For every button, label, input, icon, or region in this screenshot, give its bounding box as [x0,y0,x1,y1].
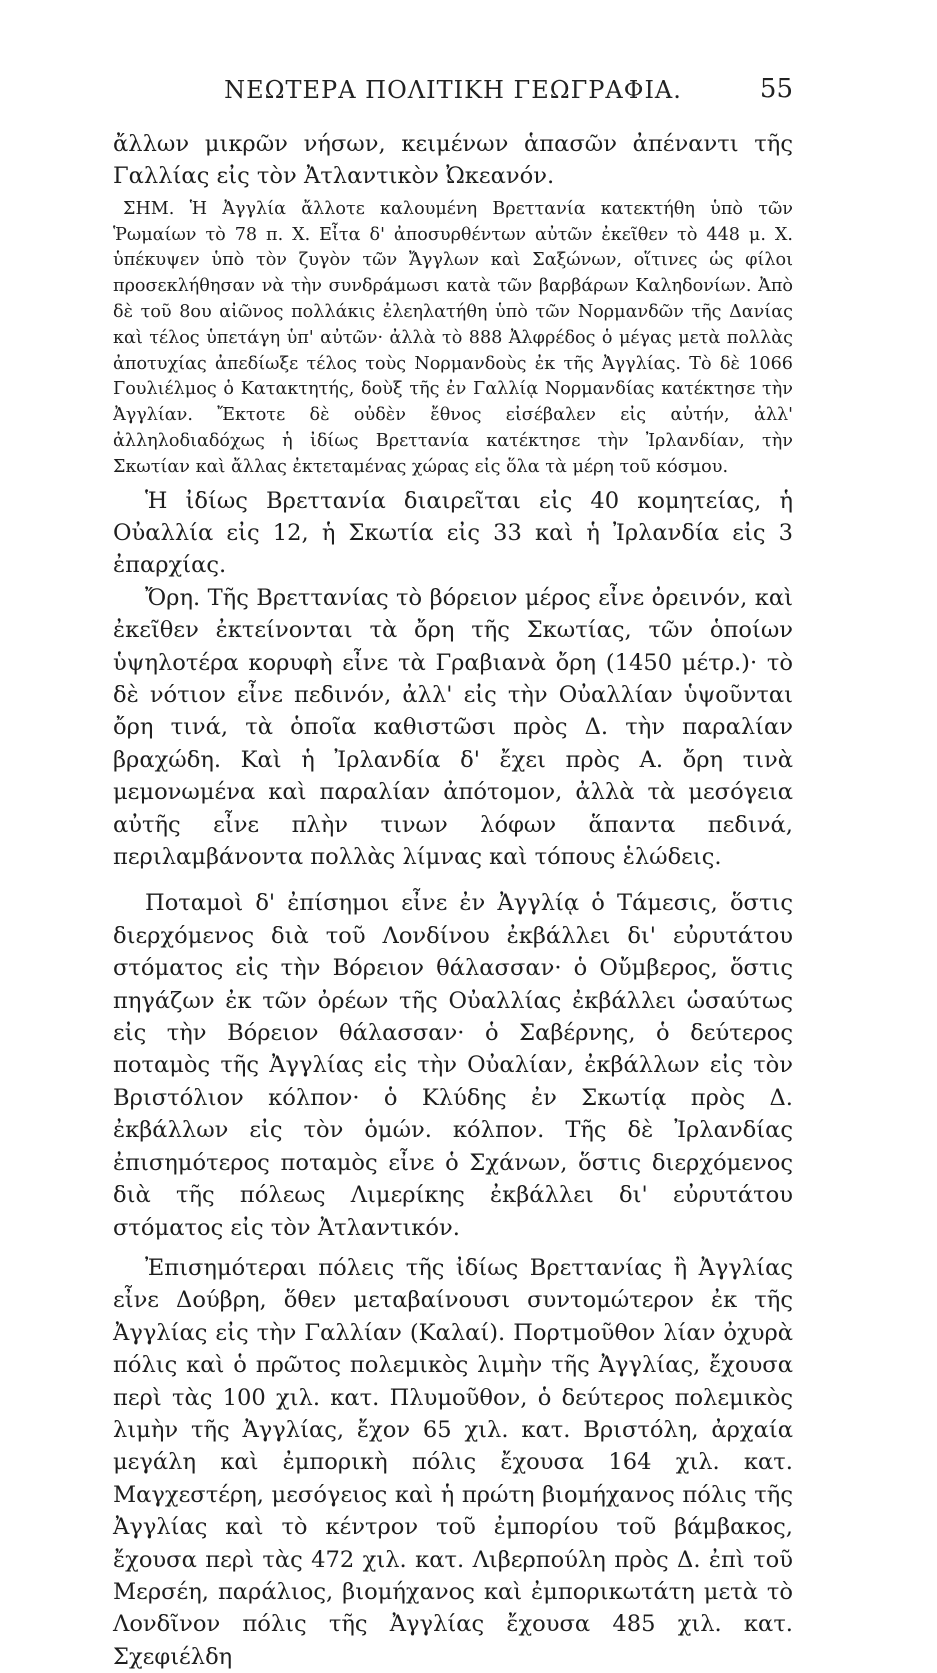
mountains-paragraph: Ὄρη. Τῆς Βρεττανίας τὸ βόρειον μέρος εἶνε ὀρεινόν, καὶ ἐκεῖθεν ἐκτείνονται τὰ ὄρη τῆς Σκωτίας, τῶν ὁποίων ὑψηλοτέρα κορυφὴ εἶνε τὰ Γραβιανὰ ὄρη (1450 μέτρ.)· τὸ δὲ νότιον εἶνε πεδινόν, ἀλλ' εἰς τὴν Οὐαλλίαν ὑψοῦνται ὄρη τινά, τὰ ὁποῖα καθιστῶσι πρὸς Δ. τὴν παραλίαν βραχώδη. Καὶ ἡ Ἰρλανδία δ' ἔχει πρὸς Α. ὄρη τινὰ μεμονωμένα καὶ παραλίαν ἀπότομον, ἀλλὰ τὰ μεσόγεια αὐτῆς εἶνε πλὴν τινων λόφων ἅπαντα πεδινά, περιλαμβάνοντα πολλὰς λίμνας καὶ τόπους ἑλώδεις. [113,584,793,871]
rivers-paragraph: Ποταμοὶ δ' ἐπίσημοι εἶνε ἐν Ἀγγλίᾳ ὁ Τάμεσις, ὅστις διερχόμενος διὰ τοῦ Λονδίνου ἐκβάλλει δι' εὐρυτάτου στόματος εἰς τὴν Βόρειον θάλασσαν· ὁ Οὔμβερος, ὅστις πηγάζων ἐκ τῶν ὀρέων τῆς Οὐαλλίας ἐκβάλλει ὡσαύτως εἰς τὴν Βόρειον θάλασσαν· ὁ Σαβέρνης, ὁ δεύτερος ποταμὸς τῆς Ἀγγλίας εἰς τὴν Οὐαλίαν, ἐκβάλλων εἰς τὸν Βριστόλιον κόλπον· ὁ Κλύδης ἐν Σκωτίᾳ πρὸς Δ. ἐκβάλλων εἰς τὸν ὁμών. κόλπον. Τῆς δὲ Ἰρλανδίας ἐπισημότερος ποταμὸς εἶνε ὁ Σχάνων, ὅστις διερχόμενος διὰ τῆς πόλεως Λιμερίκης ἐκβάλλει δι' εὐρυτάτου στόματος εἰς τὸν Ἀτλαντικόν. [113,890,793,1241]
book-page [113,70,793,1673]
division-paragraph: Ἡ ἰδίως Βρεττανία διαιρεῖται εἰς 40 κομητείας, ἡ Οὐαλλία εἰς 12, ἡ Σκωτία εἰς 33 καὶ ἡ Ἰρλανδία εἰς 3 ἐπαρχίας. [113,487,793,579]
page-number: 55 [759,74,793,104]
paragraph-gap [113,873,793,887]
page-header [113,70,793,114]
paragraph-gap [113,1244,793,1252]
cities-paragraph: Ἐπισημότεραι πόλεις τῆς ἰδίως Βρεττανίας ἢ Ἀγγλίας εἶνε Δούβρη, ὅθεν μεταβαίνουσι συντομώτερον ἐκ τῆς Ἀγγλίας εἰς τὴν Γαλλίαν (Καλαί). Πορτμοῦθον λίαν ὀχυρὰ πόλις καὶ ὁ πρῶτος πολεμικὸς λιμὴν τῆς Ἀγγλίας, ἔχουσα περὶ τὰς 100 χιλ. κατ. Πλυμοῦθον, ὁ δεύτερος πολεμικὸς λιμὴν τῆς Ἀγγλίας, ἔχον 65 χιλ. κατ. Βριστόλη, ἀρχαία μεγάλη καὶ ἐμπορικὴ πόλις ἔχουσα 164 χιλ. κατ. Μαγχεστέρη, μεσόγειος καὶ ἡ πρώτη βιομήχανος πόλις τῆς Ἀγγλίας καὶ τὸ κέντρον τοῦ ἐμπορίου τοῦ βάμβακος, ἔχουσα περὶ τὰς 472 χιλ. κατ. Λιβερπούλη πρὸς Δ. ἐπὶ τοῦ Μερσέη, παράλιος, βιομήχανος καὶ ἐμπορικωτάτη μετὰ τὸ Λονδῖνον πόλις τῆς Ἀγγλίας ἔχουσα 485 χιλ. κατ. Σχεφιέλδη [113,1254,793,1670]
note-label: ΣΗΜ. [123,198,175,219]
note-text: Ἡ Ἀγγλία ἄλλοτε καλουμένη Βρεττανία κατεκτήθη ὑπὸ τῶν Ῥωμαίων τὸ 78 π. Χ. Εἶτα δ' ἀποσυρθέντων αὐτῶν ἐκεῖθεν τὸ 448 μ. Χ. ὑπέκυψεν ὑπὸ τὸν ζυγὸν τῶν Ἄγγλων καὶ Σαξώνων, οἵτινες ὡς φίλοι προσεκλήθησαν νὰ τὴν συνδράμωσι κατὰ τῶν βαρβάρων Καληδονίων. Ἀπὸ δὲ τοῦ 8ου αἰῶνος πολλάκις ἐλεηλατήθη ὑπὸ τῶν Νορμανδῶν τῆς Δανίας καὶ τέλος ὑπετάγη ὑπ' αὐτῶν· ἀλλὰ τὸ 888 Ἀλφρέδος ὁ μέγας μετὰ πολλὰς ἀποτυχίας ἀπεδίωξε τέλος τοὺς Νορμανδοὺς ἐκ τῆς Ἀγγλίας. Τὸ δὲ 1066 Γουλιέλμος ὁ Κατακτητής, δοὺξ τῆς ἐν Γαλλίᾳ Νορμανδίας κατέκτησε τὴν Ἀγγλίαν. Ἔκτοτε δὲ οὐδὲν ἔθνος εἰσέβαλεν εἰς αὐτήν, ἀλλ' ἀλληλοδιαδόχως ἡ ἰδίως Βρεττανία κατέκτησε τὴν Ἰρλανδίαν, τὴν Σκωτίαν καὶ ἄλλας ἐκτεταμένας χώρας εἰς ὅλα τὰ μέρη τοῦ κόσμου. [113,198,793,477]
intro-paragraph: ἄλλων μικρῶν νήσων, κειμένων ἁπασῶν ἀπέναντι τῆς Γαλλίας εἰς τὸν Ἀτλαντικὸν Ὠκεανόν. [113,131,793,190]
running-title: ΝΕΩΤΕΡΑ ΠΟΛΙΤΙΚΗ ΓΕΩΓΡΑΦΙΑ. [224,76,682,104]
footnote [113,197,793,481]
